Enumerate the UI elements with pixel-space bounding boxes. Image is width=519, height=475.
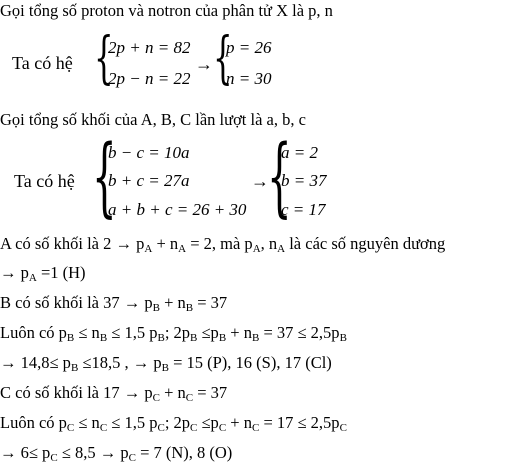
subscript: B [161, 362, 169, 374]
solution-line-a: A có số khối là $2 \to p_A + n_A = 2$, mà $p_A$, $n_A$ là các số nguyên dương [0, 234, 446, 255]
subscript: C [339, 422, 347, 434]
subscript: A [144, 243, 153, 255]
subscript: C [190, 422, 198, 434]
subscript: C [50, 452, 58, 464]
system-2-result-1: a = 2 [281, 143, 318, 162]
arrow-icon: → [251, 171, 269, 191]
subscript: C [128, 452, 136, 464]
solution-line-c-result: → $6\le p_C \le 8,5 \to p_C = 7$ (N), 8 (O) [0, 443, 233, 464]
mass-intro-text: Gọi tổng số khối của A, B, C lần lượt là a, b, c [0, 110, 306, 129]
subscript: B [99, 332, 108, 344]
solution-line-b-bounds: Luôn có $p_B \le n_B \le 1,5$ $p_B$; $2p_B \le p_B + n_B = 37 \le 2,5p_B$ [0, 323, 347, 344]
system-2-result-3: c = 17 [281, 200, 326, 219]
system-2-equation-2: b + c = 27a [108, 171, 190, 190]
system-2-label: Ta có hệ [14, 171, 75, 191]
subscript: C [157, 422, 165, 434]
solution-line-b-result: → $14,8\le p_B \le 18,5$ , → $p_B = 15$ (P), 16 (S), 17 (Cl) [0, 353, 332, 374]
subscript: A [252, 243, 261, 255]
equation-system-2 [0, 127, 519, 227]
system-1-equation-1: 2p + n = 82 [108, 38, 191, 57]
intro-text: Gọi tổng số proton và notron của phân tử X là p, n [0, 1, 333, 20]
solution-line-c-bounds: Luôn có $p_C \le n_C \le 1,5$ $p_C$; $2p_C \le p_C + n_C = 17 \le 2,5p_C$ [0, 413, 347, 434]
subscript: C [66, 422, 75, 434]
subscript: B [190, 332, 198, 344]
subscript: B [152, 302, 160, 314]
subscript: C [218, 422, 227, 434]
system-1-label: Ta có hệ [12, 53, 73, 73]
system-1-result-1: p = 26 [226, 38, 272, 57]
system-1-result-2: n = 30 [226, 69, 272, 88]
system-2-result-2: b = 37 [281, 171, 327, 190]
subscript: A [178, 243, 187, 255]
subscript: B [157, 332, 165, 344]
solution-line-c: C có số khối là $17 \to p_C + n_C = 37$ [0, 383, 228, 404]
subscript: A [28, 272, 37, 284]
system-1-equation-2: 2p − n = 22 [108, 69, 191, 88]
solution-line-b: B có số khối là $37 \to p_B + n_B = 37$ [0, 293, 228, 314]
subscript: B [185, 302, 194, 314]
subscript: B [70, 362, 79, 374]
subscript: B [218, 332, 227, 344]
subscript: C [99, 422, 108, 434]
system-2-equation-1: b − c = 10a [108, 143, 190, 162]
system-2-equation-3: a + b + c = 26 + 30 [108, 200, 247, 219]
subscript: B [339, 332, 347, 344]
subscript: A [277, 243, 286, 255]
subscript: B [66, 332, 75, 344]
solution-line-a-result: → $p_A =1$ (H) [0, 263, 86, 284]
left-brace-icon: { [94, 26, 114, 91]
left-brace-icon: { [267, 127, 292, 227]
equation-system-1 [0, 26, 519, 94]
subscript: C [251, 422, 260, 434]
left-brace-icon: { [92, 127, 117, 227]
subscript: C [152, 392, 160, 404]
subscript: C [185, 392, 194, 404]
left-brace-icon: { [213, 26, 233, 91]
arrow-icon: → [195, 54, 213, 74]
subscript: B [251, 332, 260, 344]
